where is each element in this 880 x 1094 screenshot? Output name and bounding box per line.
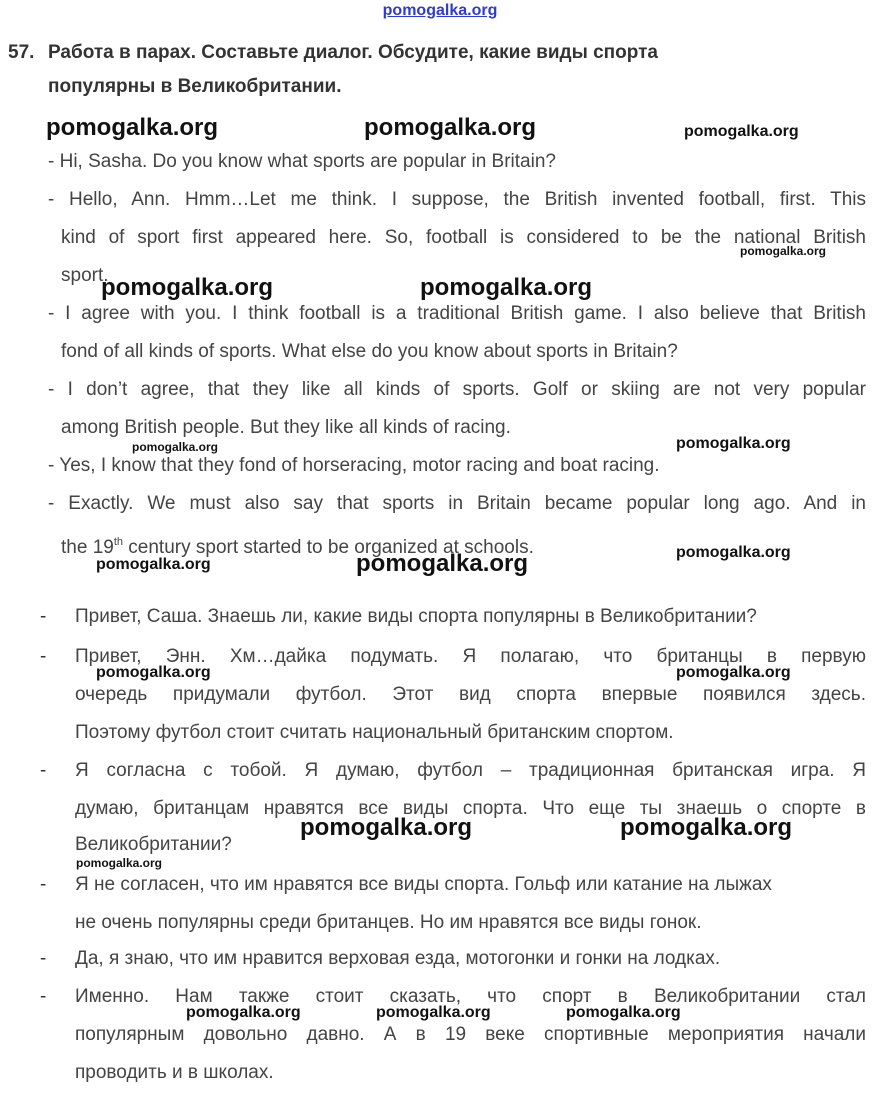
english-line-6: fond of all kinds of sports. What else do you know about sports in Britain?	[61, 341, 678, 362]
english-line-4: sport.	[61, 265, 109, 286]
watermark: pomogalka.org	[676, 435, 791, 452]
english-line-8: among British people. But they like all kinds of racing.	[61, 417, 511, 438]
russian-line-12: популярным довольно давно. А в 19 веке спортивные мероприятия начали	[75, 1024, 866, 1045]
russian-line-5: Я согласна с тобой. Я думаю, футбол – традиционная британская игра. Я	[75, 760, 866, 781]
exercise-title-line1: Работа в парах. Составьте диалог. Обсудите, какие виды спорта	[48, 42, 658, 63]
russian-line-11: Именно. Нам также стоит сказать, что спорт в Великобритании стал	[75, 986, 866, 1007]
english-line-10: - Exactly. We must also say that sports in Britain became popular long ago. And in	[48, 493, 866, 514]
english-line-2: - Hello, Ann. Hmm…Let me think. I suppose, the British invented football, first. This	[48, 189, 866, 210]
exercise-title-line2: популярны в Великобритании.	[48, 76, 342, 97]
russian-line-4: Поэтому футбол стоит считать национальный британским спортом.	[75, 722, 674, 743]
russian-line-2: Привет, Энн. Хм…дайка подумать. Я полагаю, что британцы в первую	[75, 646, 866, 667]
russian-dash-4: -	[40, 874, 47, 895]
english-line-7: - I don’t agree, that they like all kinds of sports. Golf or skiing are not very popular	[48, 379, 866, 400]
watermark: pomogalka.org	[46, 114, 219, 141]
watermark: pomogalka.org	[566, 1004, 681, 1021]
russian-dash-3: -	[40, 760, 47, 781]
watermark: pomogalka.org	[96, 556, 211, 573]
watermark: pomogalka.org	[101, 274, 274, 301]
watermark: pomogalka.org	[420, 274, 593, 301]
russian-line-13: проводить и в школах.	[75, 1062, 274, 1083]
russian-dash-2: -	[40, 646, 47, 667]
english-line-11-end: century sport started to be organized at schools.	[123, 537, 534, 558]
watermark: pomogalka.org	[676, 664, 791, 681]
russian-line-1: Привет, Саша. Знаешь ли, какие виды спорта популярны в Великобритании?	[75, 606, 757, 627]
watermark: pomogalka.org	[376, 1004, 491, 1021]
watermark: pomogalka.org	[740, 244, 827, 258]
watermark: pomogalka.org	[300, 814, 473, 841]
russian-dash-1: -	[40, 606, 47, 627]
watermark: pomogalka.org	[76, 856, 163, 870]
russian-line-8: Я не согласен, что им нравятся все виды спорта. Гольф или катание на лыжах	[75, 874, 772, 895]
top-watermark-link[interactable]: pomogalka.org	[382, 2, 498, 19]
watermark: pomogalka.org	[356, 550, 529, 577]
english-line-3: kind of sport first appeared here. So, football is considered to be the national British	[61, 227, 866, 248]
russian-line-7: Великобритании?	[75, 834, 232, 855]
russian-dash-6: -	[40, 986, 47, 1007]
exercise-number: 57.	[8, 42, 35, 63]
watermark: pomogalka.org	[620, 814, 793, 841]
watermark: pomogalka.org	[96, 664, 211, 681]
english-line-1: - Hi, Sasha. Do you know what sports are popular in Britain?	[48, 151, 556, 172]
watermark: pomogalka.org	[364, 114, 537, 141]
russian-dash-5: -	[40, 948, 47, 969]
watermark: pomogalka.org	[676, 544, 791, 561]
watermark: pomogalka.org	[132, 440, 219, 454]
russian-line-10: Да, я знаю, что им нравится верховая езда, мотогонки и гонки на лодках.	[75, 948, 721, 969]
russian-line-3: очередь придумали футбол. Этот вид спорта впервые появился здесь.	[75, 684, 866, 705]
english-line-11-start: the 19	[61, 537, 114, 558]
english-line-5: - I agree with you. I think football is a traditional British game. I also believe that British	[48, 303, 866, 324]
superscript-th: th	[113, 536, 124, 548]
watermark: pomogalka.org	[186, 1004, 301, 1021]
russian-line-9: не очень популярны среди британцев. Но им нравятся все виды гонок.	[75, 912, 702, 933]
watermark: pomogalka.org	[684, 123, 799, 140]
russian-line-6: думаю, британцам нравятся все виды спорта. Что еще ты знаешь о спорте в	[75, 798, 866, 819]
english-line-9: - Yes, I know that they fond of horseracing, motor racing and boat racing.	[48, 455, 660, 476]
